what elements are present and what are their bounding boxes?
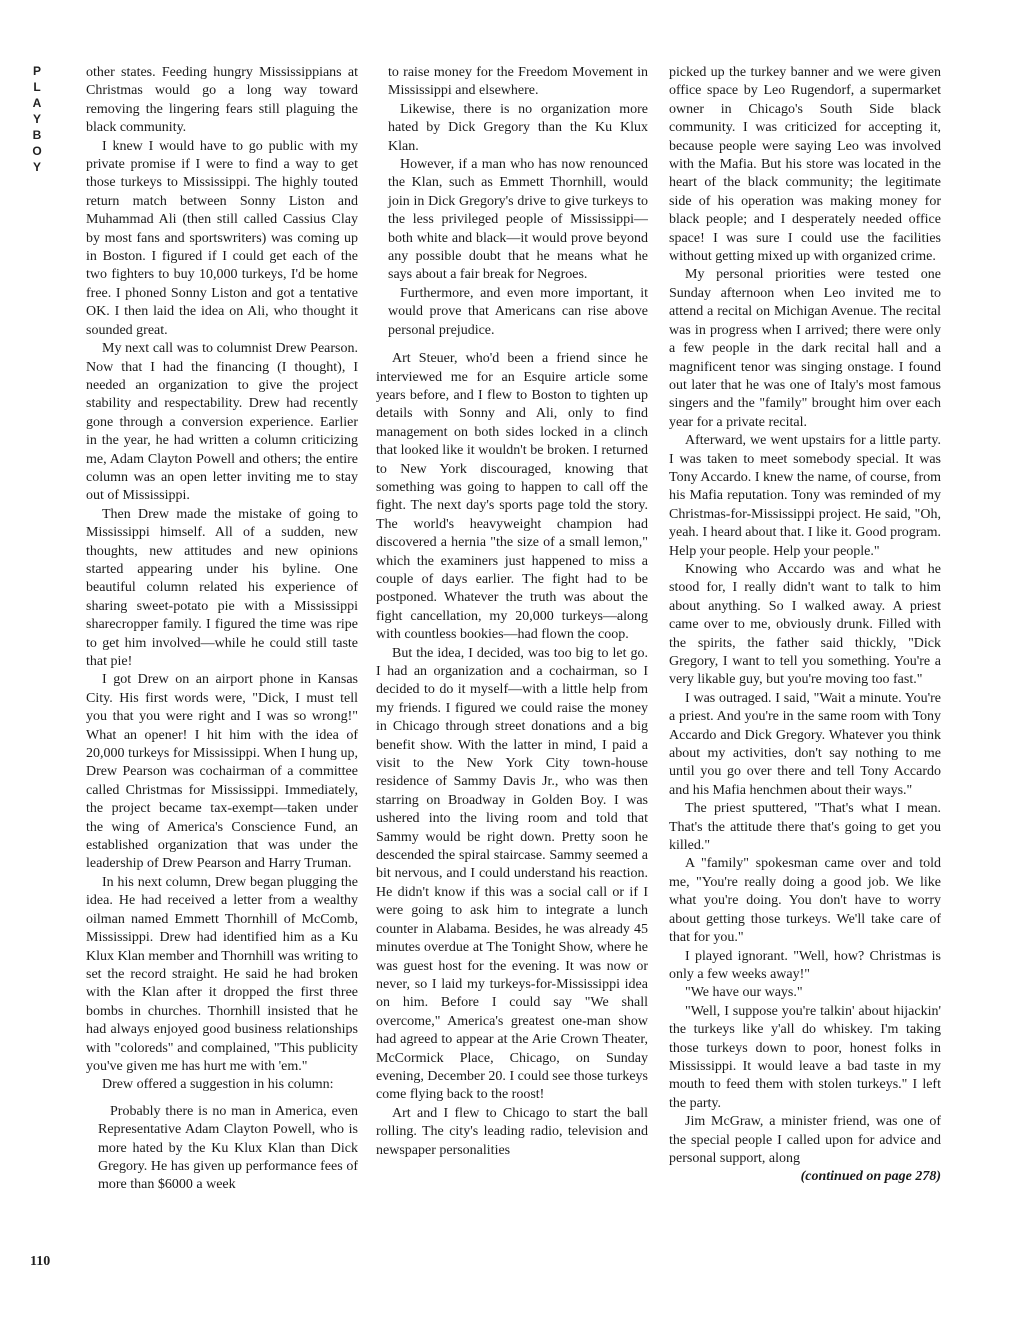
continuation-line: (continued on page 278) <box>800 1169 941 1185</box>
paragraph: A "family" spokesman came over and told me, "You're really doing a good job. We like what you're doing. You don't have to worry about getting those turkeys. We'll take care of that for you." <box>669 856 941 946</box>
paragraph: "Well, I suppose you're talkin' about hijackin' the turkeys like y'all do whiskey. I'm taking those turkeys down to poor, honest folks in Mississippi. It would leave a bad taste in my mouth to feed them with stolen turkeys." I left the party. <box>669 1003 941 1111</box>
masthead-letter: Y <box>32 112 41 126</box>
text-column-3 <box>669 64 941 1284</box>
masthead-letter: B <box>32 128 42 142</box>
masthead-letter: L <box>33 80 41 94</box>
block-quote: Likewise, there is no organization more hated by Dick Gregory than the Ku Klux Klan. <box>388 101 648 154</box>
masthead-letter: O <box>32 144 42 158</box>
paragraph: I played ignorant. "Well, how? Christmas is only a few weeks away!" <box>669 948 941 982</box>
block-quote: However, if a man who has now renounced the Klan, such as Emmett Thornhill, would join in Dick Gregory's drive to give turkeys to the less privileged people of Mississippi—both white and black—it would prove beyond any possible doubt that he means what he says about a fair break for Negroes. <box>388 157 648 283</box>
paragraph: My next call was to columnist Drew Pearson. Now that I had the financing (I thought), I needed an organization to give the project stability and respectability. Drew had recently gone through a conversion experience. Earlier in the year, he had written a column criticizing me, Adam Clayton Powell and others; the entire column was an open letter inviting me to stay out of Mississippi. <box>86 341 358 504</box>
vertical-masthead <box>30 64 44 174</box>
page-number: 110 <box>30 1254 51 1269</box>
paragraph: Art Steuer, who'd been a friend since he interviewed me for an Esquire article some years before, and I flew to Boston to tighten up details with Sonny and Ali, only to find management on both sides locked in a clinch that looked like it wouldn't be broken. I returned to New York discouraged, knowing that something was going to happen to call off the fight. The next day's sports page told the story. The world's heavyweight champion had discovered a hernia "the size of a small lemon," which the examiners just happened to miss a couple of days earlier. The fight had to be postponed. Whatever the truth was about the fight cancellation, my 20,000 turkeys—along with countless bookies—had flown the coop. <box>376 351 648 643</box>
paragraph: Drew offered a suggestion in his column: <box>102 1077 334 1093</box>
paragraph: I knew I would have to go public with my private promise if I were to find a way to get those turkeys to Mississippi. The highly touted return match between Sonny Liston and Muhammad Ali (then still called Cassius Clay by most fans and sportswriters) was coming up in Boston. I figured if I could get each of the two fighters to buy 10,000 turkeys, I'd be home free. I phoned Sonny Liston and got a tentative OK. I then laid the idea on Ali, who thought it sounded great. <box>86 138 358 338</box>
paragraph: I got Drew on an airport phone in Kansas City. His first words were, "Dick, I must tell you that you were right and I was so wrong!" What an opener! I hit him with the idea of 20,000 turkeys for Mississippi. When I hung up, Drew Pearson was cochairman of a committee called Christmas for Mississippi. Immediately, the project became tax-exempt—taken under the wing of America's Conscience Fund, an established organization that was under the leadership of Drew Pearson and Harry Truman. <box>86 672 358 872</box>
paragraph: The priest sputtered, "That's what I mean. That's the attitude there that's going to get you killed." <box>669 801 941 854</box>
paragraph: other states. Feeding hungry Mississippians at Christmas would go a long way toward removing the lingering fears still plaguing the black community. <box>86 65 358 136</box>
masthead-letter: A <box>32 96 42 110</box>
masthead-letter: P <box>32 64 41 78</box>
paragraph: picked up the turkey banner and we were given office space by Leo Rugendorf, a supermarket owner in Chicago's South Side black community. I was criticized for accepting it, because people were saying Leo was involved with the Mafia. But his store was located in the heart of the black community; the legitimate side of his operation was making money for black people; and I desperately needed office space! I was sure I could use the facilities without getting mixed up with organized crime. <box>669 65 941 265</box>
paragraph: My personal priorities were tested one Sunday afternoon when Leo invited me to attend a recital on Michigan Avenue. The recital was in progress when I arrived; there were only a few people in the dark recital hall and a magnificent tenor was singing onstage. I found out later that he was one of Italy's most famous singers and the "family" brought him over each year for a private recital. <box>669 267 941 430</box>
paragraph: Jim McGraw, a minister friend, was one of the special people I called upon for advice and personal support, along <box>669 1114 941 1166</box>
paragraph: Then Drew made the mistake of going to Mississippi himself. All of a sudden, new thoughts, new attitudes and new opinions started appearing under his byline. One beautiful column related his experience of sharing sweet-potato pie with a Mississippi sharecropper family. I figured the time was ripe to get him involved—while he could still taste that pie! <box>86 506 358 669</box>
masthead-letter: Y <box>32 160 41 174</box>
paragraph: Knowing who Accardo was and what he stood for, I really didn't want to talk to him about anything. So I walked away. A priest came over to me, obviously drunk. Filled with the spirits, the father said thickly, "Dick Gregory, I want to tell you something. You're a very likable guy, but you're moving too fast." <box>669 561 941 688</box>
block-quote: Probably there is no man in America, even Representative Adam Clayton Powell, who is more hated by the Ku Klux Klan than Dick Gregory. He has given up performance fees of more than $6000 a week <box>98 1103 358 1193</box>
block-quote: to raise money for the Freedom Movement in Mississippi and elsewhere. <box>388 65 648 99</box>
paragraph: I was outraged. I said, "Wait a minute. You're a priest. And you're in the same room with Tony Accardo and Dick Gregory. Whatever you think about my activities, don't say nothing to me until you go over there and tell Tony Accardo and his Mafia henchmen about their ways." <box>669 690 941 798</box>
paragraph: In his next column, Drew began plugging the idea. He had received a letter from a wealthy oilman named Emmett Thornhill of McComb, Mississippi. Drew had identified him as a Ku Klux Klan member and Thornhill was writing to set the record straight. He said he had broken with the Klan after it dropped the first three bombs in churches. Thornhill insisted that he had always enjoyed good business relationships with "coloreds" and complained, "This publicity you've given me has hurt me with 'em." <box>86 874 358 1074</box>
block-quote: Furthermore, and even more important, it would prove that Americans can rise above personal prejudice. <box>388 285 648 338</box>
paragraph: Art and I flew to Chicago to start the ball rolling. The city's leading radio, television and newspaper personalities <box>376 1105 648 1158</box>
text-column-2 <box>376 64 648 1284</box>
paragraph: But the idea, I decided, was too big to let go. I had an organization and a cochairman, so I decided to do it myself—with a little help from my friends. I figured we could raise the money in Chicago through street donations and a big benefit show. With the latter in mind, I paid a visit to the New York City town-house residence of Sammy Davis Jr., who was then starring on Broadway in Golden Boy. I was ushered into the living room and told that Sammy would be right down. Pretty soon he descended the spiral staircase. Sammy seemed a bit nervous, and I could understand his reaction. He didn't know if this was a social call or if I were going to ask him to integrate a lunch counter in Alabama. Besides, he was already 45 minutes overdue at The Tonight Show, where he was guest host for the evening. It was now or never, so I laid my turkeys-for-Mississippi idea on him. Before I could say "We shall overcome," America's greatest one-man show had agreed to appear at the Arie Crown Theater, McCormick Place, Chicago, on Sunday evening, December 20. I could see those turkeys come flying back to the roost! <box>376 645 648 1103</box>
paragraph: "We have our ways." <box>685 985 803 1001</box>
paragraph: Afterward, we went upstairs for a little party. I was taken to meet somebody special. It was Tony Accardo. I knew the name, of course, from his Mafia reputation. Tony was reminded of my Christmas-for-Mississippi project. He said, "Oh, yeah. I heard about that. I like it. Good program. Help your people. Help your people." <box>669 433 941 559</box>
text-column-1 <box>86 64 358 1284</box>
